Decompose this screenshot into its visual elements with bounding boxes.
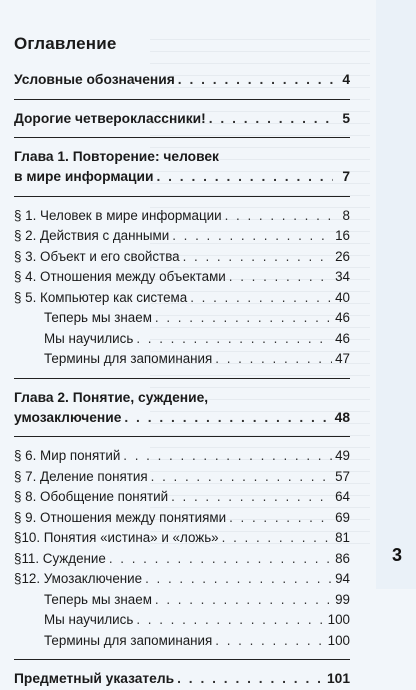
leader-dots	[209, 109, 333, 130]
toc-entry-page: 48	[334, 409, 350, 425]
toc-entry-page: 40	[335, 289, 350, 305]
toc-entry-label: Мы научились	[44, 330, 134, 346]
toc-extra	[14, 631, 350, 652]
toc-extra	[14, 329, 350, 350]
leader-dots	[183, 247, 332, 268]
toc-entry-page: 100	[327, 632, 350, 648]
toc-entry-page: 47	[335, 351, 350, 366]
divider	[14, 378, 350, 379]
divider	[14, 196, 350, 197]
leader-dots	[190, 288, 332, 309]
toc-entry-label: Теперь мы знаем	[44, 591, 152, 607]
divider	[14, 137, 350, 138]
toc-entry-page: 26	[335, 248, 350, 264]
leader-dots	[156, 167, 333, 188]
leader-dots	[177, 669, 324, 690]
toc-entry-page: 64	[335, 489, 350, 504]
leader-dots	[155, 590, 332, 611]
toc-section	[14, 267, 350, 288]
leader-dots	[215, 349, 332, 370]
leader-dots	[172, 226, 332, 247]
toc-entry-page: 34	[335, 269, 350, 284]
leader-dots	[109, 549, 332, 570]
leader-dots	[178, 70, 333, 91]
leader-dots	[124, 408, 331, 429]
toc-entry-label: § 9. Отношения между понятиями	[14, 509, 227, 525]
toc-extra	[14, 349, 350, 370]
toc-entry-label: Теперь мы знаем	[44, 310, 152, 325]
toc-section	[14, 549, 350, 570]
toc-section	[14, 446, 350, 467]
toc-entry-page: 101	[326, 671, 350, 686]
toc-section	[14, 226, 350, 247]
leader-dots	[215, 631, 324, 652]
right-margin-strip	[376, 0, 416, 589]
toc-entry-label: § 7. Деление понятия	[14, 468, 148, 484]
toc-entry-label: умозаключение	[14, 409, 122, 425]
chapter-2-heading-line2	[14, 408, 350, 429]
divider	[14, 99, 350, 100]
leader-dots	[229, 508, 332, 529]
toc-entry-page: 86	[335, 550, 350, 566]
toc-entry-page: 46	[335, 330, 350, 346]
leader-dots	[136, 610, 324, 631]
toc-section	[14, 467, 350, 488]
toc-entry-label: Термины для запоминания	[44, 632, 213, 648]
toc-entry-label: Условные обозначения	[14, 72, 175, 87]
toc-section	[14, 288, 350, 309]
leader-dots	[229, 267, 332, 288]
leader-dots	[171, 487, 332, 508]
toc-entry-page: 7	[342, 169, 350, 184]
leader-dots	[145, 569, 332, 590]
toc-section	[14, 508, 350, 529]
toc-entry-label: § 2. Действия с данными	[14, 228, 170, 243]
toc-section	[14, 487, 350, 508]
toc-extra	[14, 590, 350, 611]
leader-dots	[225, 206, 333, 227]
toc-section	[14, 206, 350, 227]
toc-entry-index	[14, 669, 350, 690]
toc-entry-label: § 6. Мир понятий	[14, 448, 121, 463]
chapter-1-heading: Глава 1. Повторение: человек	[14, 149, 219, 164]
page-number: 3	[391, 545, 402, 565]
divider	[14, 659, 350, 660]
toc-entry-label: §10. Понятия «истина» и «ложь»	[14, 530, 219, 545]
leader-dots	[136, 329, 332, 350]
toc-entry-greeting	[14, 109, 350, 130]
toc-section	[14, 247, 350, 268]
toc-entry-label: Дорогие четвероклассники!	[14, 110, 206, 126]
toc-title: Оглавление	[14, 34, 117, 53]
toc-extra	[14, 610, 350, 631]
leader-dots	[222, 528, 332, 549]
toc-entry-label: в мире информации	[14, 169, 154, 184]
toc-entry-conventions	[14, 70, 350, 91]
toc-entry-label: § 3. Объект и его свойства	[14, 248, 180, 264]
toc-entry-page: 100	[327, 612, 350, 627]
toc-entry-page: 46	[335, 310, 350, 325]
toc-entry-page: 57	[335, 468, 350, 484]
table-of-contents	[14, 34, 350, 690]
toc-entry-label: Предметный указатель	[14, 671, 175, 686]
toc-section	[14, 528, 350, 549]
chapter-2-heading: Глава 2. Понятие, суждение,	[14, 389, 209, 405]
toc-entry-label: § 8. Обобщение понятий	[14, 489, 169, 504]
toc-extra	[14, 308, 350, 329]
toc-entry-label: § 5. Компьютер как система	[14, 289, 188, 305]
toc-entry-label: Термины для запоминания	[44, 351, 213, 366]
leader-dots	[151, 467, 332, 488]
toc-entry-page: 4	[342, 72, 350, 87]
toc-entry-page: 69	[335, 509, 350, 525]
toc-entry-label: §12. Умозаключение	[14, 571, 143, 586]
toc-entry-page: 49	[335, 448, 350, 463]
toc-entry-page: 16	[335, 228, 350, 243]
toc-entry-page: 94	[335, 571, 350, 586]
toc-entry-page: 81	[335, 530, 350, 545]
toc-section	[14, 569, 350, 590]
toc-entry-label: § 4. Отношения между объектами	[14, 269, 226, 284]
toc-entry-page: 99	[335, 591, 350, 607]
toc-entry-page: 5	[342, 110, 350, 126]
toc-entry-page: 8	[342, 207, 350, 223]
divider	[14, 436, 350, 437]
toc-entry-label: §11. Суждение	[14, 550, 106, 566]
chapter-1-heading-line2	[14, 167, 350, 188]
toc-entry-label: § 1. Человек в мире информации	[14, 207, 222, 223]
leader-dots	[155, 308, 332, 329]
leader-dots	[123, 446, 332, 467]
toc-entry-label: Мы научились	[44, 612, 134, 627]
